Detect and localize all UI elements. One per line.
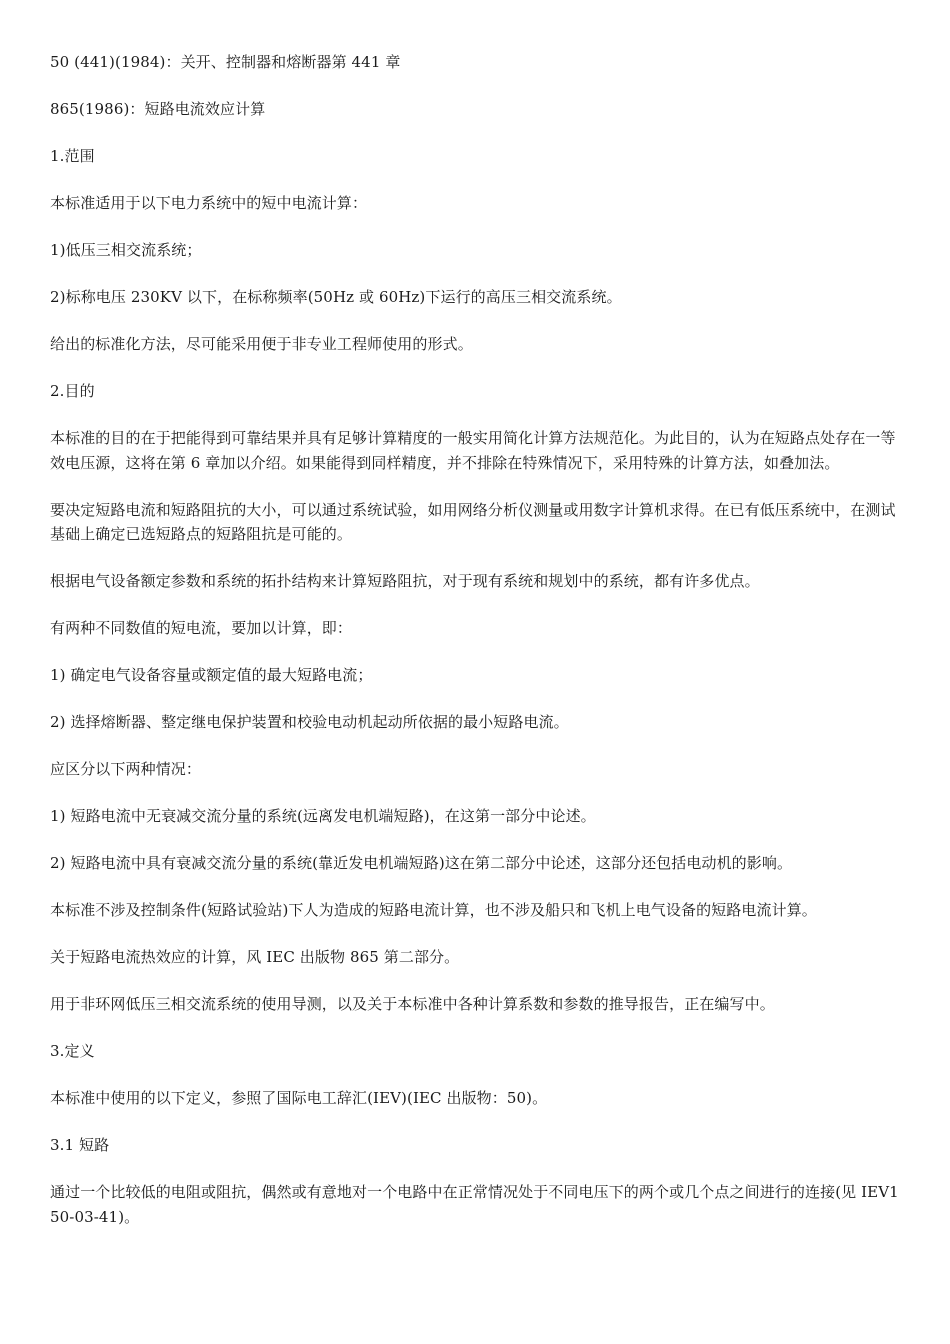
purpose-paragraph-7: 关于短路电流热效应的计算，风 IEC 出版物 865 第二部分。 — [50, 948, 460, 966]
scope-item-2: 2)标称电压 230KV 以下，在标称频率(50Hz 或 60Hz)下运行的高压三相交流系统。 — [50, 288, 622, 306]
section-heading-purpose: 2.目的 — [50, 382, 95, 400]
document-page — [50, 50, 905, 1252]
section-heading-definitions: 3.定义 — [50, 1042, 95, 1060]
purpose-case-2: 2) 短路电流中具有衰减交流分量的系统(靠近发电机端短路)这在第二部分中论述，这部分还包括电动机的影响。 — [50, 854, 793, 872]
scope-item-1: 1)低压三相交流系统； — [50, 241, 202, 259]
definitions-intro-paragraph: 本标准中使用的以下定义，参照了国际电工辞汇(IEV)(IEC 出版物：50)。 — [50, 1089, 548, 1107]
scope-intro-paragraph: 本标准适用于以下电力系统中的短中电流计算： — [50, 194, 368, 212]
purpose-paragraph-1: 本标准的目的在于把能得到可靠结果并具有足够计算精度的一般实用简化计算方法规范化。为此目的，认为在短路点处存在一等效电压源，这将在第 6 章加以介绍。如果能得到同样精度，并不排除在特殊情况下，采用特殊的计算方法，如叠加法。 — [50, 429, 896, 472]
reference-iec-865: 865(1986)：短路电流效应计算 — [50, 100, 266, 118]
purpose-paragraph-8: 用于非环网低压三相交流系统的使用导测，以及关于本标准中各种计算系数和参数的推导报告，正在编写中。 — [50, 995, 775, 1013]
scope-note-paragraph: 给出的标准化方法，尽可能采用便于非专业工程师使用的形式。 — [50, 335, 473, 353]
purpose-paragraph-6: 本标准不涉及控制条件(短路试验站)下人为造成的短路电流计算，也不涉及船只和飞机上电气设备的短路电流计算。 — [50, 901, 817, 919]
purpose-paragraph-5: 应区分以下两种情况： — [50, 760, 202, 778]
purpose-item-2: 2) 选择熔断器、整定继电保护装置和校验电动机起动所依据的最小短路电流。 — [50, 713, 569, 731]
subsection-heading-short-circuit: 3.1 短路 — [50, 1136, 110, 1154]
short-circuit-definition: 通过一个比较低的电阻或阻抗，偶然或有意地对一个电路中在正常情况处于不同电压下的两个或几个点之间进行的连接(见 IEV150-03-41)。 — [50, 1183, 899, 1226]
reference-iec-50-441: 50 (441)(1984)：关开、控制器和熔断器第 441 章 — [50, 53, 401, 71]
purpose-item-1: 1) 确定电气设备容量或额定值的最大短路电流； — [50, 666, 373, 684]
purpose-paragraph-3: 根据电气设备额定参数和系统的拓扑结构来计算短路阻抗，对于现有系统和规划中的系统，都有许多优点。 — [50, 572, 760, 590]
purpose-case-1: 1) 短路电流中无衰减交流分量的系统(远离发电机端短路)，在这第一部分中论述。 — [50, 807, 596, 825]
purpose-paragraph-2: 要决定短路电流和短路阻抗的大小，可以通过系统试验，如用网络分析仪测量或用数字计算机求得。在已有低压系统中，在测试基础上确定已选短路点的短路阻抗是可能的。 — [50, 500, 896, 543]
section-heading-scope: 1.范围 — [50, 147, 95, 165]
purpose-paragraph-4: 有两种不同数值的短电流，要加以计算，即： — [50, 619, 353, 637]
